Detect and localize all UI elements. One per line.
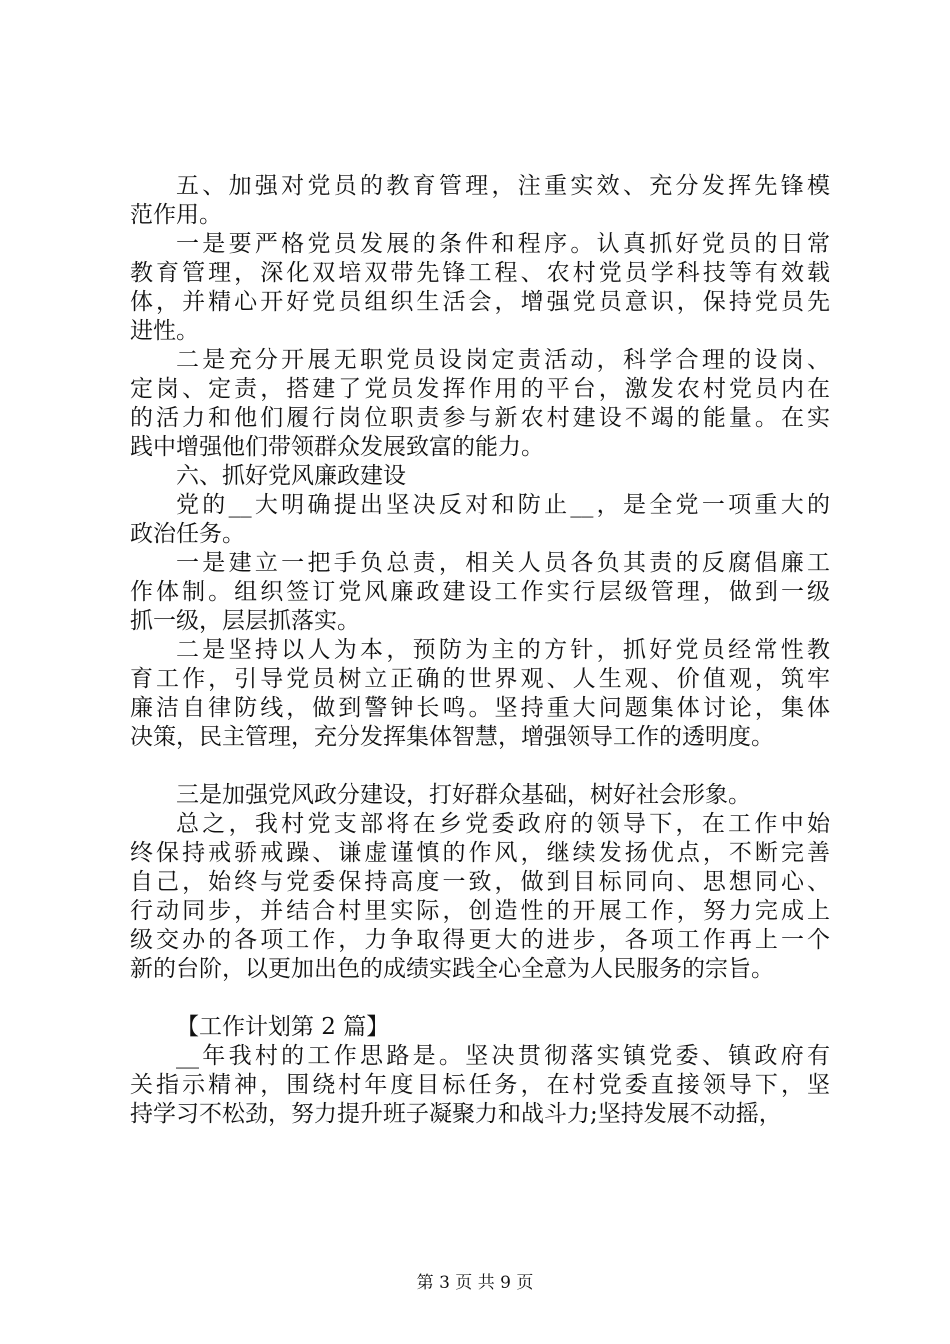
paragraph-p5: [130, 491, 830, 549]
paragraph-p10: [130, 1013, 830, 1042]
text-line: 决策，民主管理，充分发挥集体智慧，增强领导工作的透明度。: [130, 724, 774, 750]
text-line: 二是充分开展无职党员设岗定责活动，科学合理的设岗、: [176, 347, 830, 373]
paragraph-p9: [130, 810, 830, 984]
text-line: 践中增强他们带领群众发展致富的能力。: [130, 434, 544, 460]
text-line: 新的台阶，以更加出色的成绩实践全心全意为人民服务的宗旨。: [130, 956, 774, 982]
text-line: 六、抓好党风廉政建设: [176, 463, 406, 489]
text-line: 二是坚持以人为本，预防为主的方针，抓好党员经常性教: [176, 637, 830, 663]
paragraph-p6: [130, 549, 830, 636]
paragraph-p2: [130, 230, 830, 346]
text-line: 教育管理，深化双培双带先锋工程、农村党员学科技等有效载: [130, 260, 830, 286]
text-line: 五、加强对党员的教育管理，注重实效、充分发挥先锋模: [176, 173, 830, 199]
text-line: 总之，我村党支部将在乡党委政府的领导下，在工作中始: [176, 811, 830, 837]
text-line: 定岗、定责，搭建了党员发挥作用的平台，激发农村党员内在: [130, 376, 830, 402]
text-line: 育工作，引导党员树立正确的世界观、人生观、价值观，筑牢: [130, 666, 830, 692]
paragraph-gap: [130, 984, 830, 1013]
text-line: 抓一级，层层抓落实。: [130, 608, 360, 634]
text-line: 一是建立一把手负总责，相关人员各负其责的反腐倡廉工: [176, 550, 830, 576]
text-line: 三是加强党风政分建设，打好群众基础，树好社会形象。: [176, 782, 751, 808]
paragraph-p4: [130, 462, 830, 491]
text-line: 进性。: [130, 318, 199, 344]
paragraph-p11: [130, 1042, 830, 1129]
page-footer: 第 3 页 共 9 页: [416, 1273, 534, 1293]
text-line: 自己，始终与党委保持高度一致，做到目标同向、思想同心、: [130, 869, 830, 895]
text-line: 关指示精神，围绕村年度目标任务，在村党委直接领导下，坚: [130, 1072, 830, 1098]
document-body: [130, 172, 830, 1129]
text-line: 一是要严格党员发展的条件和程序。认真抓好党员的日常: [176, 231, 830, 257]
text-line: 行动同步，并结合村里实际，创造性的开展工作，努力完成上: [130, 898, 830, 924]
paragraph-p3: [130, 346, 830, 462]
paragraph-gap: [130, 752, 830, 781]
text-line: 范作用。: [130, 202, 222, 228]
text-line: 【工作计划第 2 篇】: [176, 1014, 390, 1040]
text-line: 作体制。组织签订党风廉政建设工作实行层级管理，做到一级: [130, 579, 830, 605]
text-line: 终保持戒骄戒躁、谦虚谨慎的作风，继续发扬优点，不断完善: [130, 840, 830, 866]
text-line: 体，并精心开好党员组织生活会，增强党员意识，保持党员先: [130, 289, 830, 315]
text-line: 级交办的各项工作，力争取得更大的进步，各项工作再上一个: [130, 927, 830, 953]
paragraph-p8: [130, 781, 830, 810]
text-line: 廉洁自律防线，做到警钟长鸣。坚持重大问题集体讨论，集体: [130, 695, 830, 721]
text-line: 党的__大明确提出坚决反对和防止__，是全党一项重大的: [176, 492, 830, 518]
text-line: __年我村的工作思路是。坚决贯彻落实镇党委、镇政府有: [176, 1043, 830, 1069]
paragraph-p1: [130, 172, 830, 230]
text-line: 的活力和他们履行岗位职责参与新农村建设不竭的能量。在实: [130, 405, 830, 431]
text-line: 政治任务。: [130, 521, 245, 547]
paragraph-p7: [130, 636, 830, 752]
text-line: 持学习不松劲，努力提升班子凝聚力和战斗力;坚持发展不动摇，: [130, 1101, 782, 1127]
